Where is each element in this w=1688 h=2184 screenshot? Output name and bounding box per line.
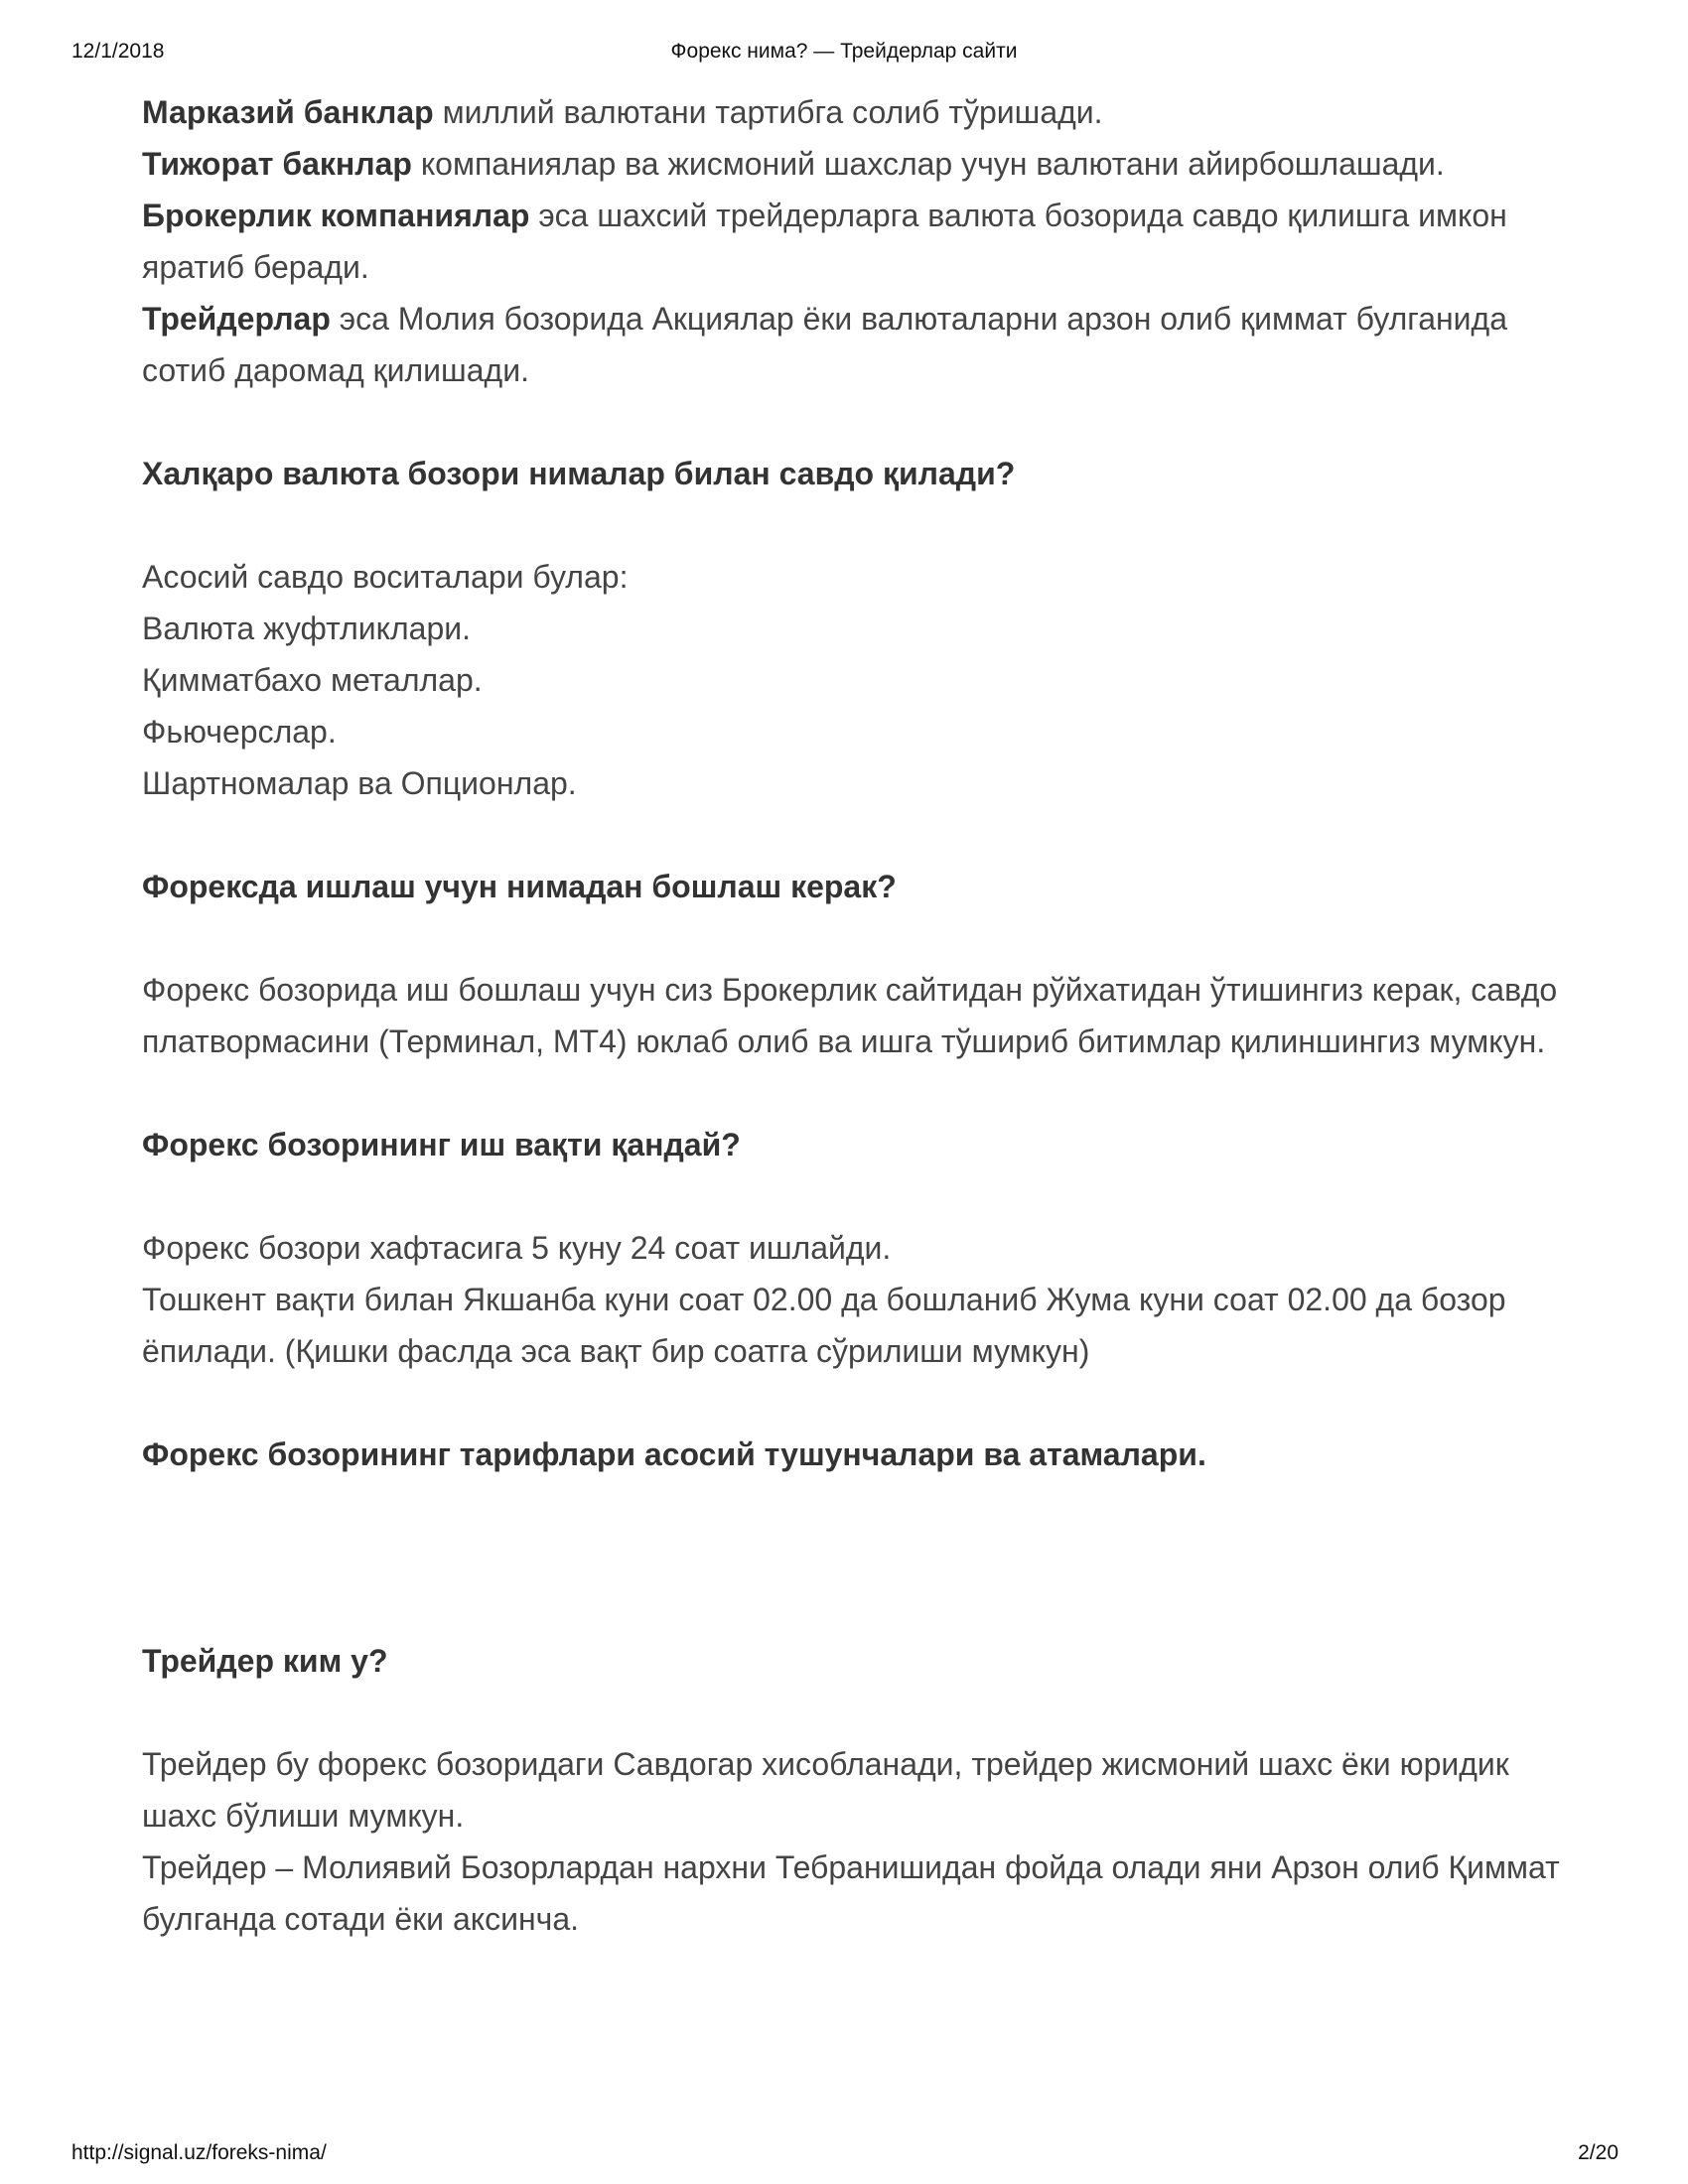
heading-who-is-trader: Трейдер ким у? bbox=[142, 1643, 388, 1679]
intro-text: эса шахсий трейдерларга валюта бозорида савдо қилишга имкон яратиб беради. bbox=[142, 198, 1507, 285]
working-hours-line: Форекс бозори хафтасига 5 куну 24 соат ишлайди. bbox=[142, 1230, 892, 1266]
term-commercial-banks: Тижорат бакнлар bbox=[142, 146, 412, 182]
intro-line-central-banks bbox=[142, 86, 1562, 138]
intro-line-commercial-banks bbox=[142, 138, 1562, 190]
trade-line: Қимматбахо металлар. bbox=[142, 662, 483, 698]
working-hours-line: Тошкент вақти билан Якшанба куни соат 02.00 да бошланиб Жума куни соат 02.00 да бозор ёпилади. (Қишки фаслда эса вақт бир соатга сўрилиши мумкун) bbox=[142, 1282, 1506, 1369]
intro-text: миллий валютани тартибга солиб тўришади. bbox=[433, 94, 1103, 130]
trade-line: Валюта жуфтликлари. bbox=[142, 611, 472, 646]
intro-text: компаниялар ва жисмоний шахслар учун валютани айирбошлашади. bbox=[411, 146, 1445, 182]
print-header bbox=[0, 40, 1688, 69]
term-traders: Трейдерлар bbox=[142, 301, 331, 337]
print-footer bbox=[0, 2141, 1688, 2171]
print-date: 12/1/2018 bbox=[71, 40, 165, 63]
trade-line: Фьючерслар. bbox=[142, 714, 337, 750]
trader-line: Трейдер – Молиявий Бозорлардан нархни Тебранишидан фойда олади яни Арзон олиб Қиммат булганда сотади ёки аксинча. bbox=[142, 1849, 1560, 1937]
heading-working-hours: Форекс бозорининг иш вақти қандай? bbox=[142, 1127, 741, 1162]
intro-text: эса Молия бозорида Акциялар ёки валюталарни арзон олиб қиммат булганида сотиб даромад қилишади. bbox=[142, 301, 1508, 388]
trade-line: Асосий савдо воситалари булар: bbox=[142, 559, 629, 595]
heading-trade-instruments: Халқаро валюта бозори нималар билан савдо қилади? bbox=[142, 456, 1016, 491]
trader-line: Трейдер бу форекс бозоридаги Савдогар хисобланади, трейдер жисмоний шахс ёки юридик шахс бўлиши мумкун. bbox=[142, 1746, 1509, 1834]
print-url: http://signal.uz/foreks-nima/ bbox=[71, 2141, 327, 2164]
how-to-start-text: Форекс бозорида иш бошлаш учун сиз Брокерлик сайтидан рўйхатидан ўтишингиз керак, савдо платвормасини (Терминал, МТ4) юклаб олиб ва ишга тўшириб битимлар қилиншингиз мумкун. bbox=[142, 972, 1558, 1059]
term-brokers: Брокерлик компаниялар bbox=[142, 198, 530, 233]
heading-how-to-start: Форексда ишлаш учун нимадан бошлаш керак? bbox=[142, 869, 897, 904]
heading-terms: Форекс бозорининг тарифлари асосий тушунчалари ва атамалари. bbox=[142, 1436, 1206, 1472]
article-content bbox=[142, 86, 1562, 1945]
intro-line-traders bbox=[142, 293, 1562, 396]
trade-line: Шартномалар ва Опционлар. bbox=[142, 765, 577, 801]
print-page-number: 2/20 bbox=[1578, 2141, 1618, 2164]
print-page-title: Форекс нима? — Трейдерлар сайти bbox=[670, 40, 1018, 63]
term-central-banks: Марказий банклар bbox=[142, 94, 434, 130]
intro-line-brokers bbox=[142, 190, 1562, 293]
